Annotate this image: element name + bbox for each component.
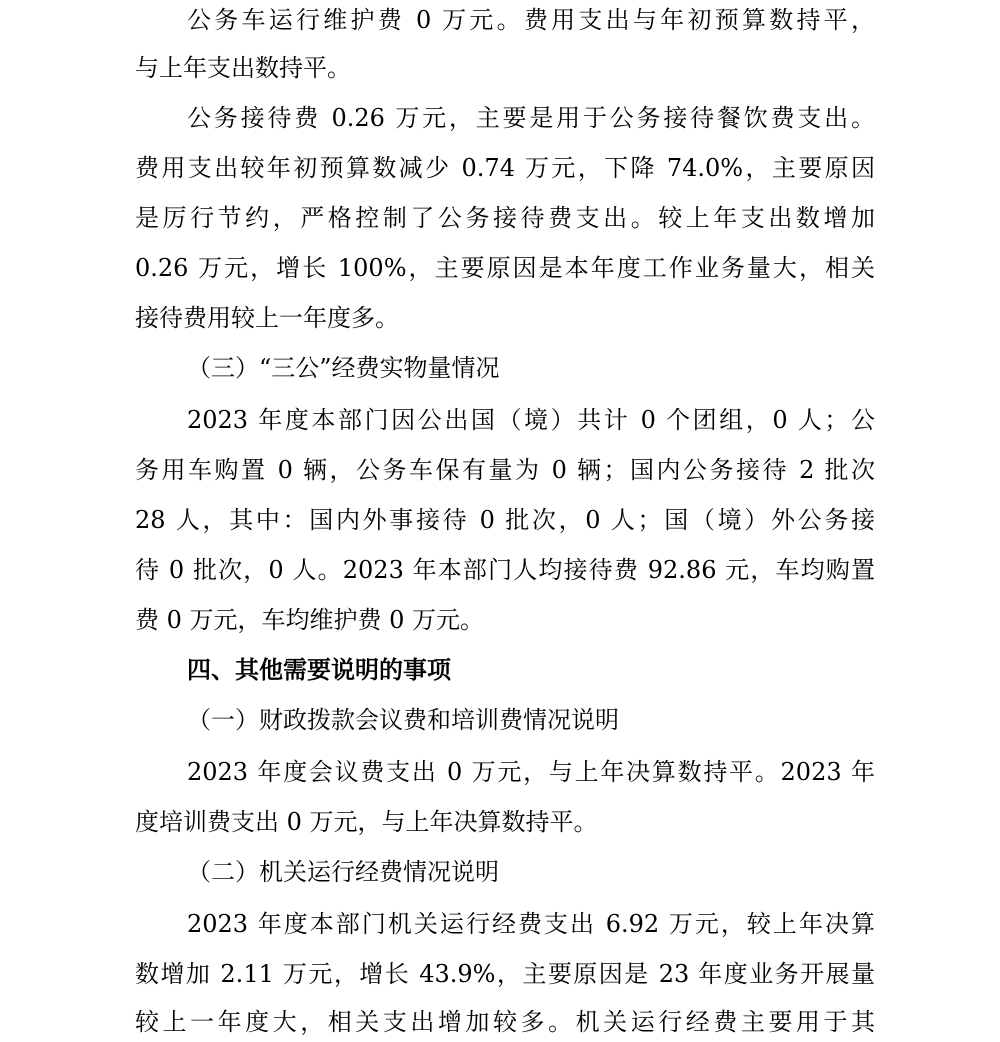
text-line: 待 0 批次，0 人。2023 年本部门人均接待费 92.86 元，车均购置 (135, 556, 875, 584)
text-line: 公务接待费 0.26 万元，主要是用于公务接待餐饮费支出。 (187, 104, 875, 132)
chapter-heading: 四、其他需要说明的事项 (187, 656, 451, 684)
text-line: 2023 年度本部门机关运行经费支出 6.92 万元，较上年决算 (187, 910, 875, 938)
text-line: 2023 年度会议费支出 0 万元，与上年决算数持平。2023 年 (187, 758, 875, 786)
section-heading: （一）财政拨款会议费和培训费情况说明 (187, 706, 619, 734)
text-line: 数增加 2.11 万元，增长 43.9%，主要原因是 23 年度业务开展量 (135, 960, 875, 988)
section-heading: （二）机关运行经费情况说明 (187, 858, 499, 886)
text-line: 2023 年度本部门因公出国（境）共计 0 个团组，0 人；公 (187, 406, 875, 434)
text-line: 务用车购置 0 辆，公务车保有量为 0 辆；国内公务接待 2 批次 (135, 456, 875, 484)
text-line: 费用支出较年初预算数减少 0.74 万元，下降 74.0%，主要原因 (135, 154, 875, 182)
section-heading: （三）“三公”经费实物量情况 (187, 354, 500, 382)
text-line: 较上一年度大，相关支出增加较多。机关运行经费主要用于其 (135, 1008, 875, 1036)
text-line: 公务车运行维护费 0 万元。费用支出与年初预算数持平， (187, 6, 875, 34)
text-line: 费 0 万元，车均维护费 0 万元。 (135, 606, 485, 634)
text-line: 0.26 万元，增长 100%，主要原因是本年度工作业务量大，相关 (135, 254, 875, 282)
text-line: 度培训费支出 0 万元，与上年决算数持平。 (135, 808, 598, 836)
text-line: 与上年支出数持平。 (135, 54, 351, 82)
text-line: 28 人，其中：国内外事接待 0 批次，0 人；国（境）外公务接 (135, 506, 875, 534)
text-line: 是厉行节约，严格控制了公务接待费支出。较上年支出数增加 (135, 204, 875, 232)
text-line: 接待费用较上一年度多。 (135, 304, 399, 332)
